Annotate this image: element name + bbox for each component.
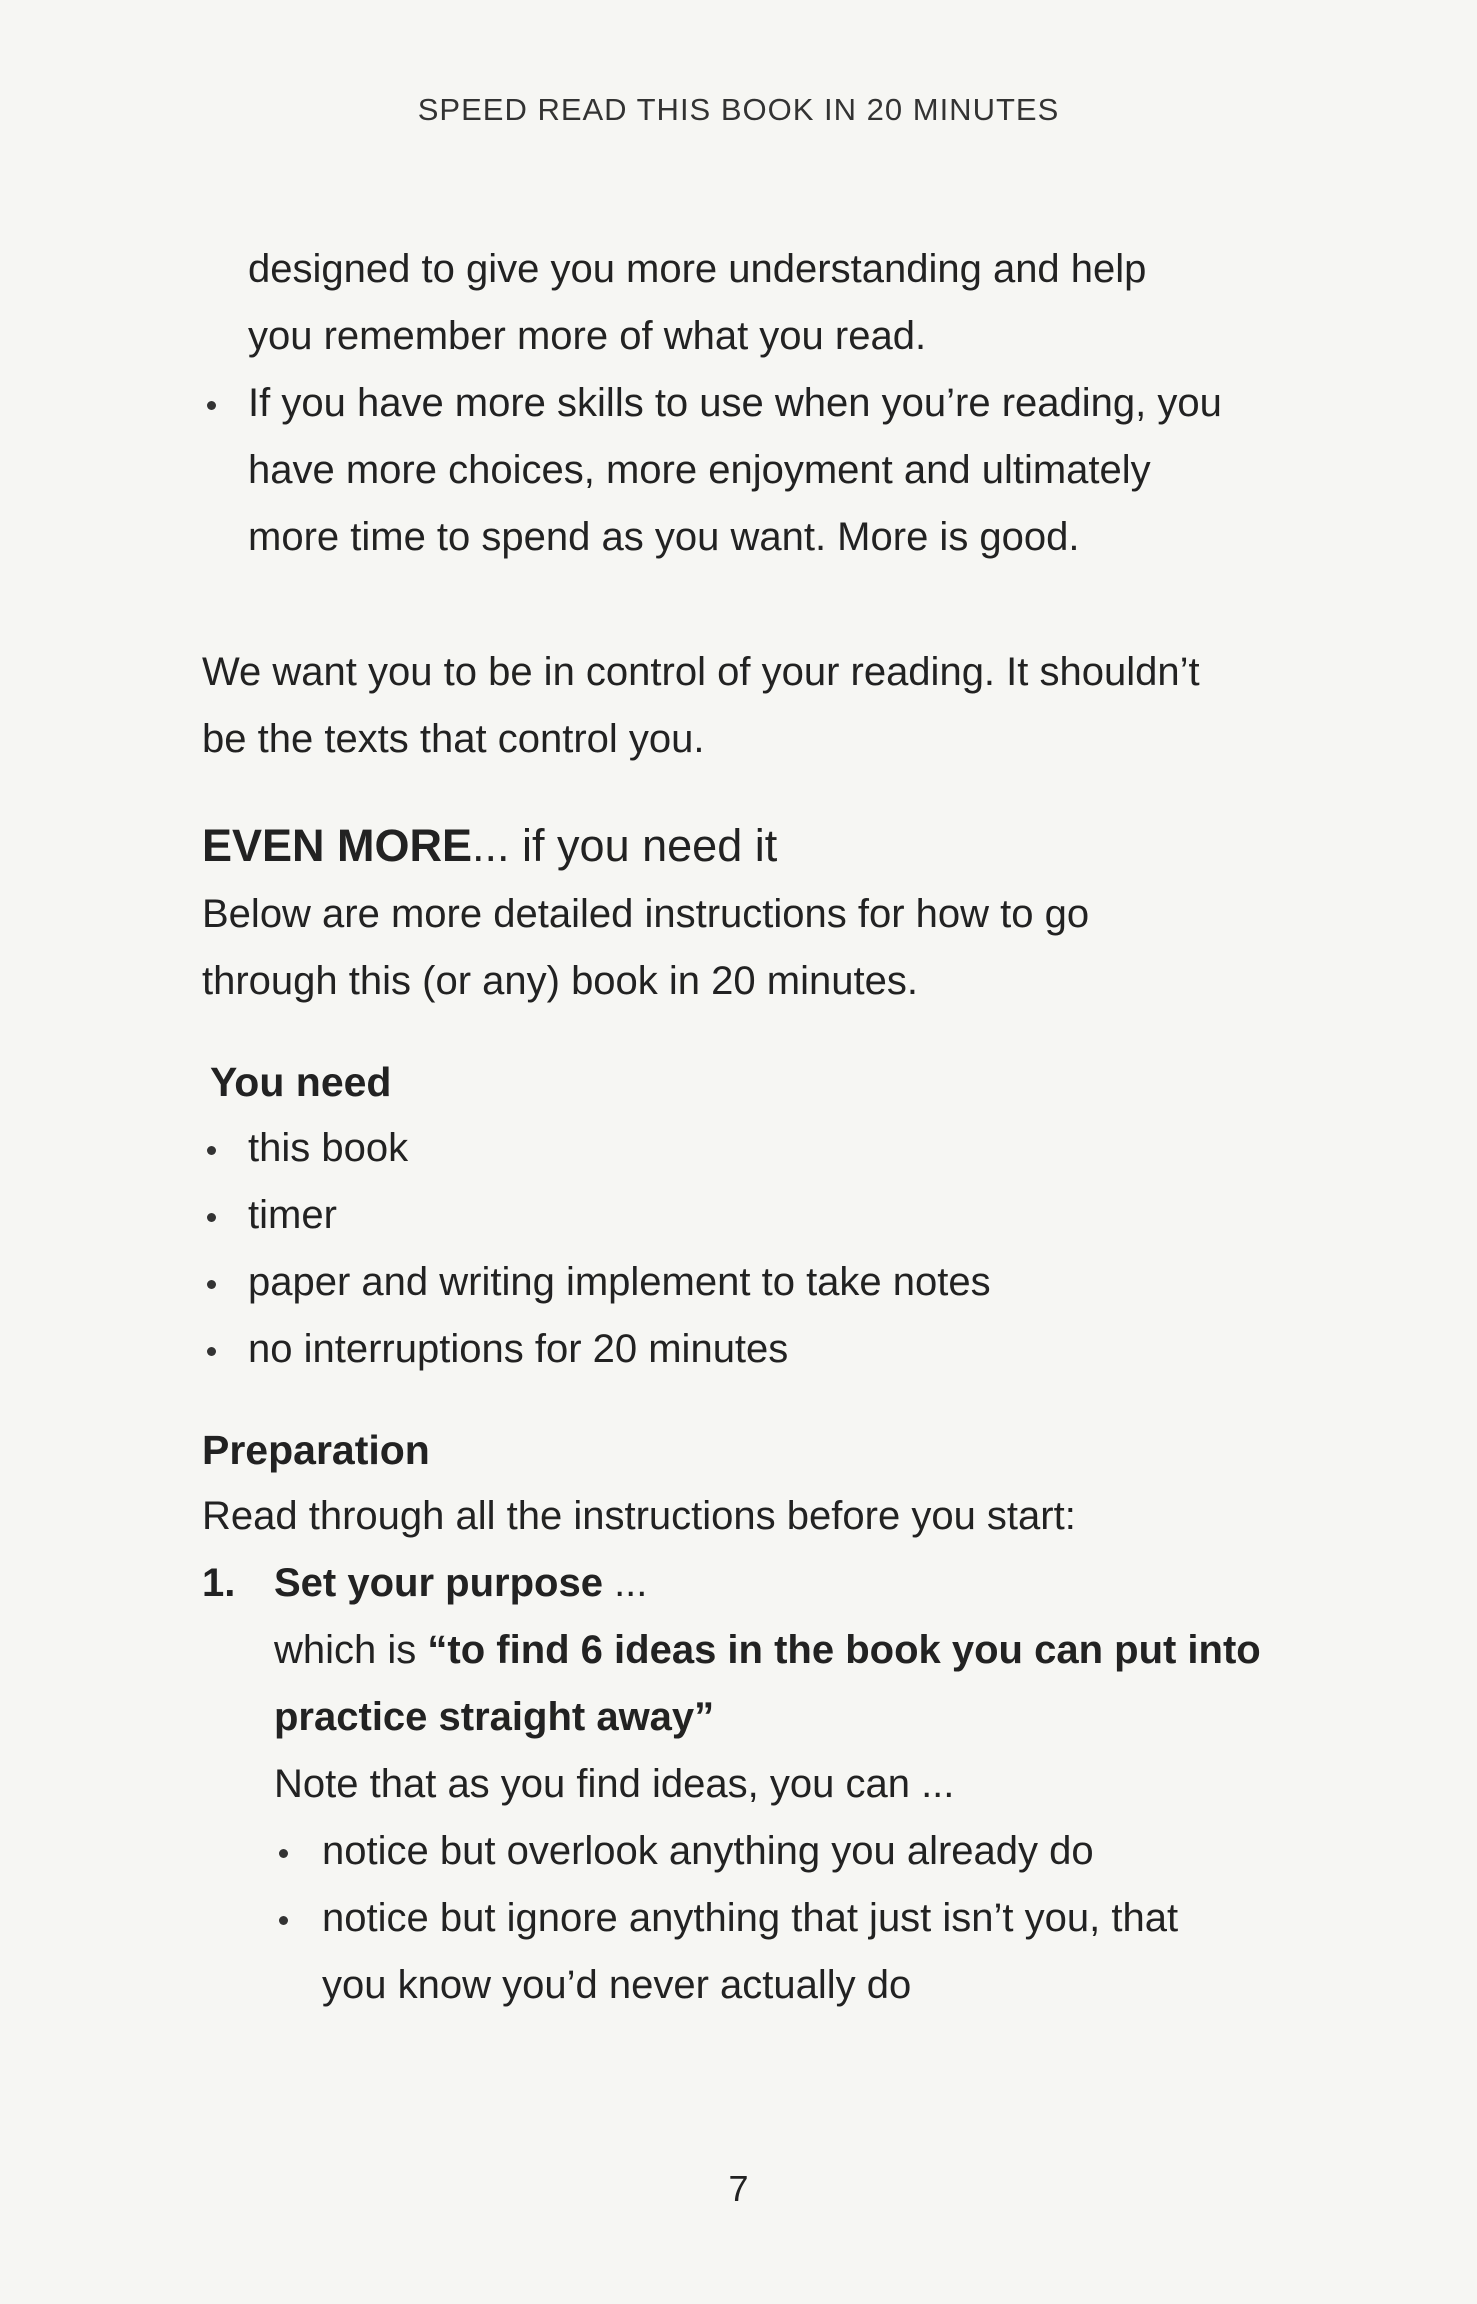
step-purpose-line xyxy=(274,1617,1322,1684)
which-is-text: which is xyxy=(274,1628,428,1672)
continued-line: you remember more of what you read. xyxy=(248,314,927,358)
preparation-intro: Read through all the instructions before you start: xyxy=(202,1494,1076,1538)
list-item xyxy=(202,370,1322,571)
list-item xyxy=(274,1885,1322,2019)
bullet-line: If you have more skills to use when you’re reading, you xyxy=(248,381,1222,425)
you-need-list xyxy=(202,1115,1322,1383)
paragraph-line: through this (or any) book in 20 minutes. xyxy=(202,959,918,1003)
step-title-tail: ... xyxy=(602,1561,648,1605)
heading-tail: ... if you need it xyxy=(472,820,778,871)
bullet-line: notice but ignore anything that just isn’t you, that xyxy=(322,1896,1179,1940)
bullet-line: more time to spend as you want. More is good. xyxy=(248,515,1080,559)
list-item: paper and writing implement to take notes xyxy=(202,1249,1322,1316)
continued-line: designed to give you more understanding and help xyxy=(248,247,1147,291)
page-body xyxy=(202,236,1322,2019)
subheading-preparation: Preparation xyxy=(202,1427,430,1473)
bullet-line: have more choices, more enjoyment and ultimately xyxy=(248,448,1151,492)
step-title-bold: Set your purpose xyxy=(274,1561,603,1605)
purpose-quote: “to find 6 ideas in the book you can put into xyxy=(427,1628,1261,1672)
page-number: 7 xyxy=(728,2168,749,2209)
paragraph-line: Below are more detailed instructions for how to go xyxy=(202,892,1090,936)
running-head: SPEED READ THIS BOOK IN 20 MINUTES xyxy=(417,92,1060,127)
step-note: Note that as you find ideas, you can ... xyxy=(274,1762,955,1806)
list-item: this book xyxy=(202,1115,1322,1182)
purpose-quote-cont: practice straight away” xyxy=(274,1695,715,1739)
list-item: no interruptions for 20 minutes xyxy=(202,1316,1322,1383)
heading-main: EVEN MORE xyxy=(202,820,473,871)
step-1 xyxy=(202,1550,1322,2019)
control-paragraph xyxy=(202,639,1322,773)
step-1-bullets xyxy=(274,1818,1322,2019)
bullet-line: notice but overlook anything you already do xyxy=(322,1829,1094,1873)
subheading-you-need: You need xyxy=(210,1059,392,1105)
intro-bullets xyxy=(202,236,1322,571)
paragraph-line: We want you to be in control of your reading. It shouldn’t xyxy=(202,650,1200,694)
section-heading-even-more xyxy=(202,811,1322,881)
list-item xyxy=(274,1818,1322,1885)
step-number: 1. xyxy=(202,1561,236,1605)
list-item: timer xyxy=(202,1182,1322,1249)
even-more-paragraph xyxy=(202,881,1322,1015)
step-title xyxy=(274,1550,1322,1617)
paragraph-line: be the texts that control you. xyxy=(202,717,705,761)
bullet-line: you know you’d never actually do xyxy=(322,1963,912,2007)
